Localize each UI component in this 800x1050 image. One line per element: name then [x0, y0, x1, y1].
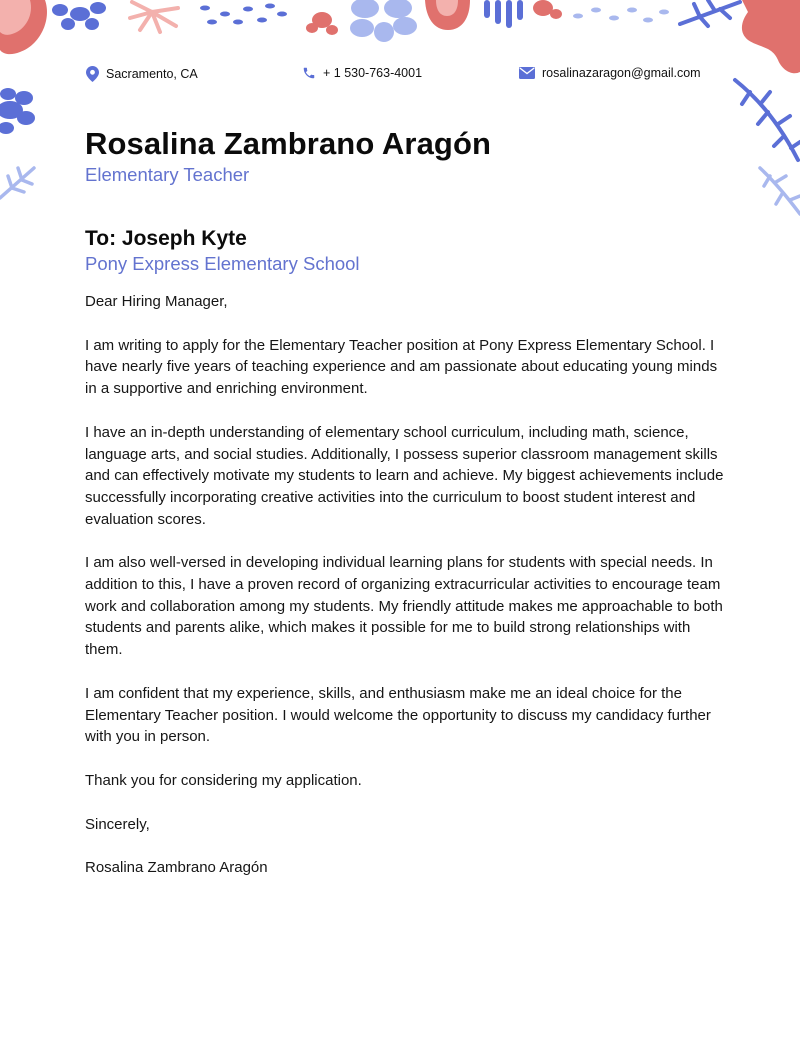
contact-phone[interactable] [302, 66, 422, 80]
contact-row [0, 66, 800, 86]
blue-fern-right [735, 80, 800, 160]
pink-flower [130, 2, 178, 32]
paragraph-1: I am writing to apply for the Elementary Teacher position at Pony Express Elementary School. I have nearly five years of teaching experience and am passionate about educating young minds in a supportive and enriching environment. [85, 336, 718, 398]
greeting: Dear Hiring Manager, [85, 293, 228, 310]
blue-flower-side [0, 88, 35, 134]
coral-shape-right [742, 0, 800, 73]
recipient-line: To: Joseph Kyte [85, 227, 247, 250]
contact-location [86, 66, 198, 82]
signature: Rosalina Zambrano Aragón [85, 859, 268, 877]
paragraph-4: I am confident that my experience, skills, and enthusiasm make me an ideal choice for the Elementary Teacher position. I would welcome the opportunity to discuss my candidacy further with you in person. [85, 684, 711, 746]
blue-branch-top [680, 0, 740, 26]
thanks-line: Thank you for considering my application. [85, 771, 362, 789]
blue-dashes [200, 4, 287, 25]
paragraph-2: I have an in-depth understanding of elementary school curriculum, including math, science, language arts, and social studies. Additionally, I possess superior classroom management skills and can effectively motivate my students to learn and achieve. My biggest achievements include successfully incorporating creative activities into the curriculum to boost student interest and evaluation scores. [85, 423, 724, 528]
light-blue-dashes [573, 8, 669, 23]
contact-email[interactable] [519, 66, 701, 80]
floral-decoration [0, 0, 800, 230]
coral-blob-center [425, 0, 470, 30]
coral-leaf [306, 12, 338, 35]
phone-text: + 1 530-763-4001 [323, 66, 423, 80]
map-pin-icon [86, 66, 99, 82]
phone-icon [302, 66, 316, 80]
location-text: Sacramento, CA [106, 67, 198, 81]
email-text: rosalinazaragon@gmail.com [542, 66, 701, 80]
blue-fingers [484, 0, 523, 28]
closing: Sincerely, [85, 815, 150, 833]
applicant-title: Elementary Teacher [85, 164, 250, 185]
light-blue-fern-left [0, 168, 34, 198]
light-blue-fern-right [760, 168, 800, 214]
paragraph-3: I am also well-versed in developing individual learning plans for students with special needs. In addition to this, I have a proven record of organizing extracurricular activities to encourage team work and collaboration among my students. My friendly attitude makes me approachable to both students and parents alike, which makes it possible for me to build strong relationships with them. [85, 554, 723, 659]
applicant-name: Rosalina Zambrano Aragón [85, 126, 492, 161]
light-blue-flower [350, 0, 417, 42]
coral-small [533, 0, 562, 19]
coral-blob-left [0, 0, 47, 54]
recipient-organization: Pony Express Elementary School [85, 253, 360, 274]
envelope-icon [519, 67, 535, 79]
letter-body [85, 291, 725, 901]
blue-flower-left [52, 2, 106, 30]
